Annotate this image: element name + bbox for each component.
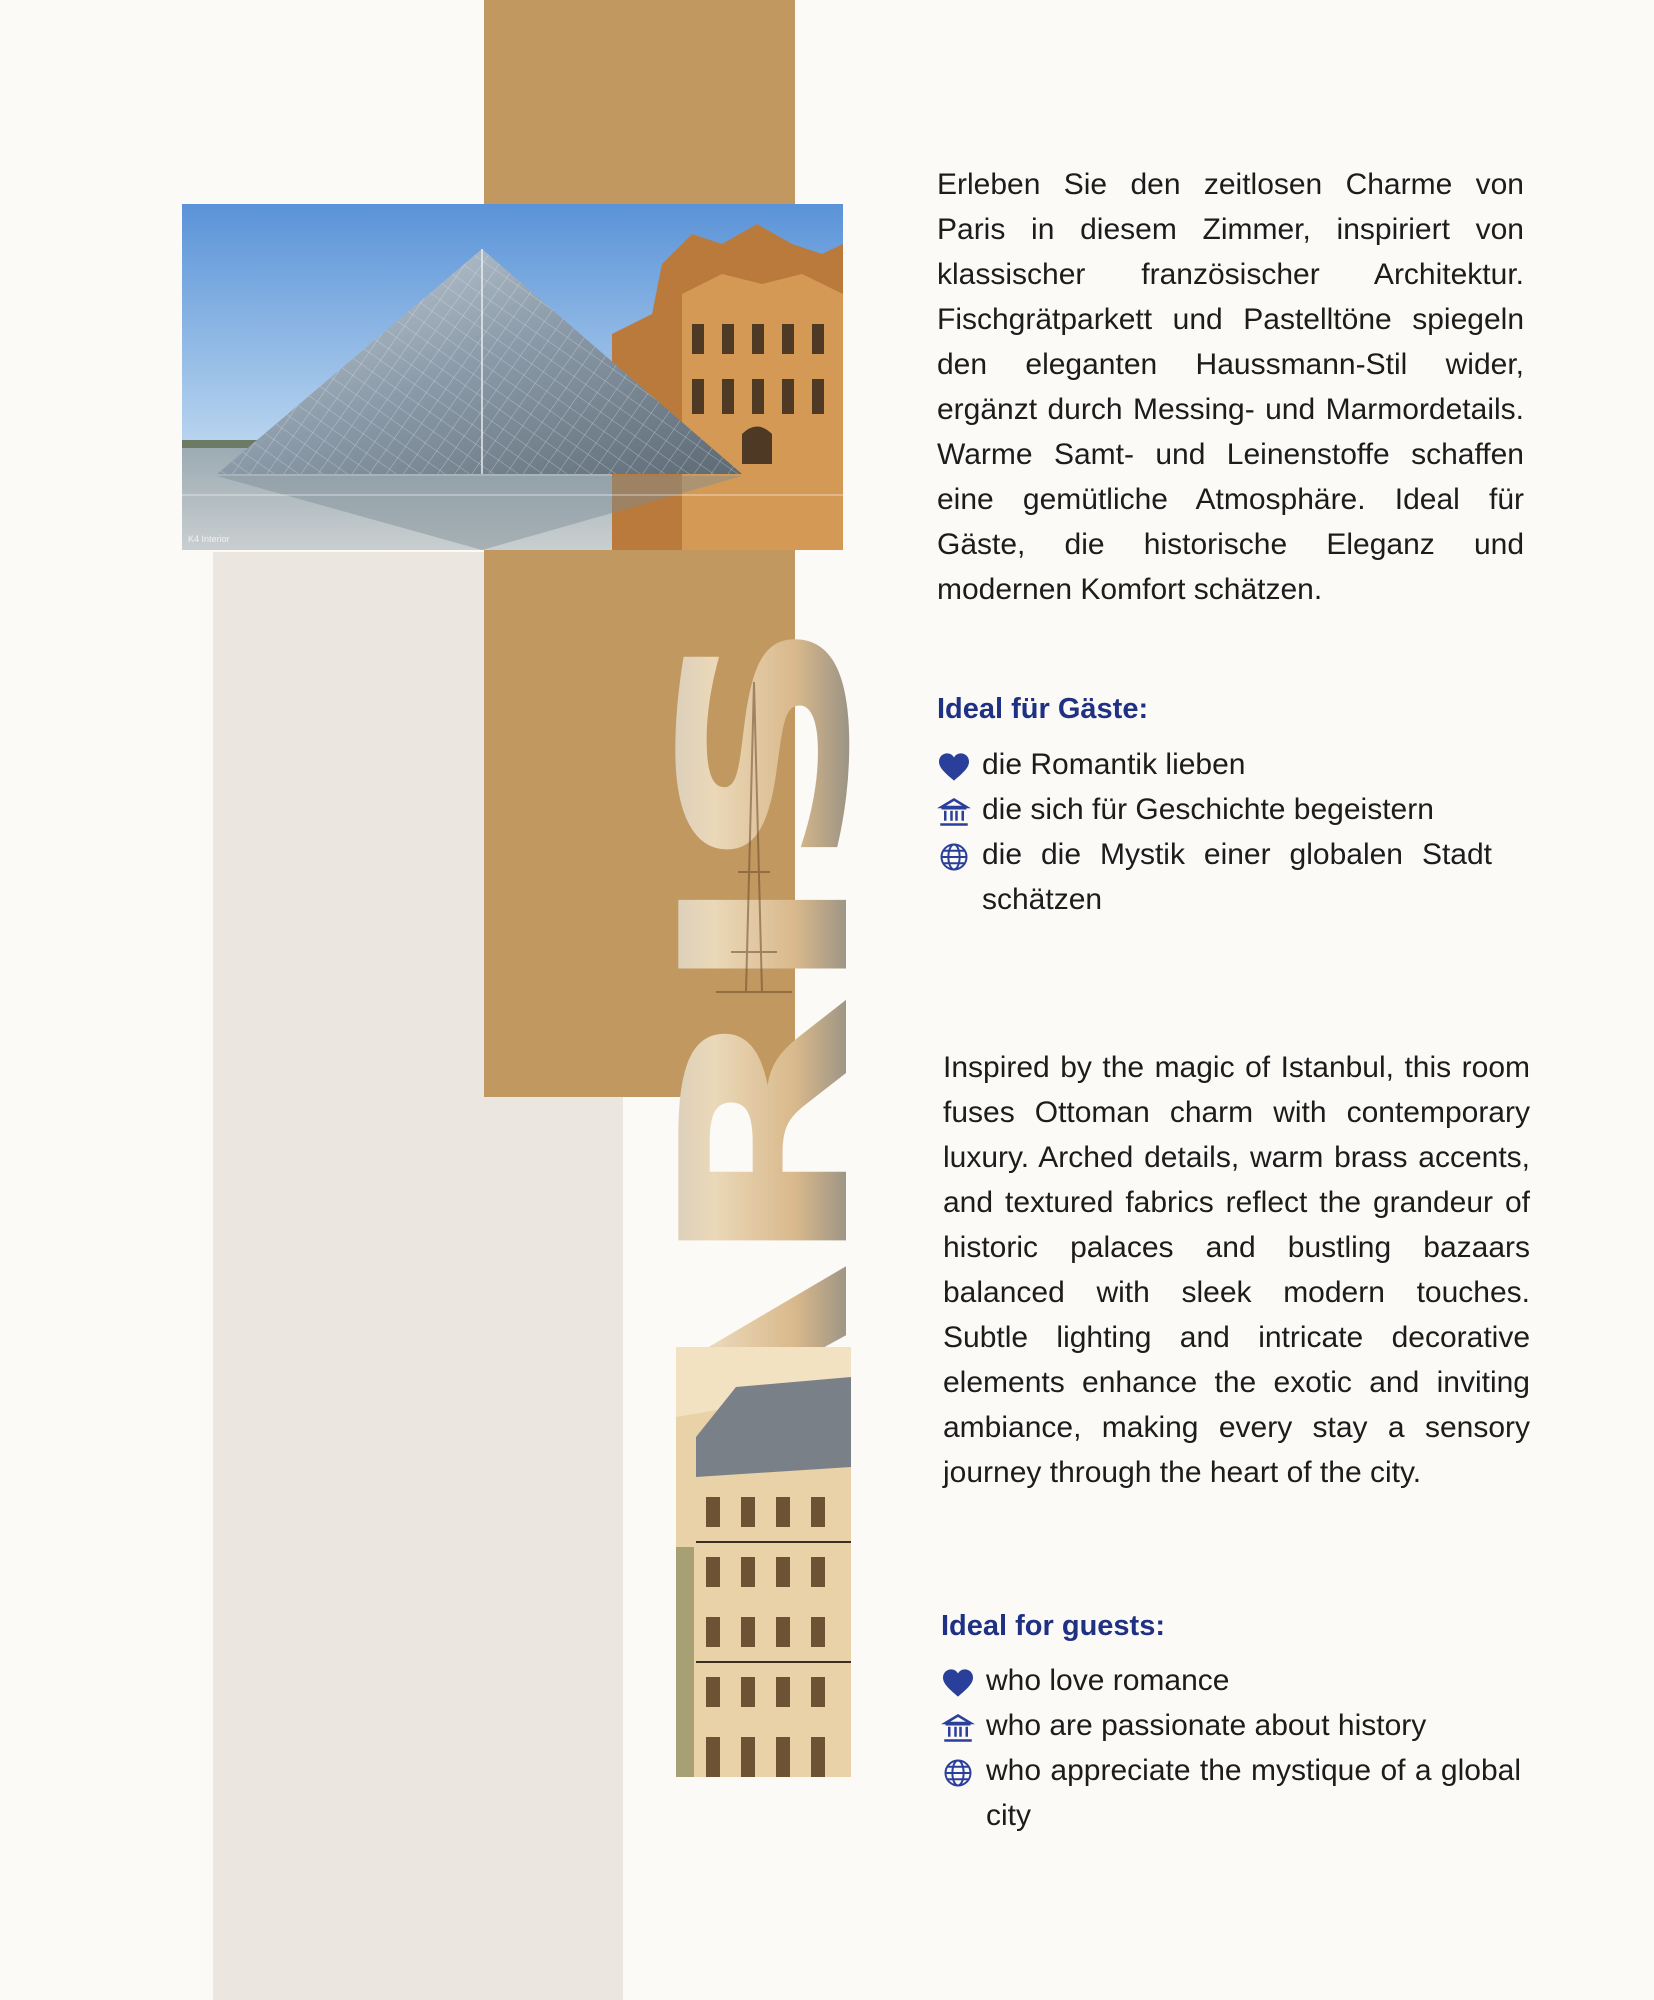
english-guest-list: [941, 1658, 1521, 1838]
english-description: Inspired by the magic of Istanbul, this room fuses Ottoman charm with contemporary luxury. Arched details, warm brass accents, and textured fabrics reflect the grandeur of historic palaces and bustling bazaars balanced with sleek modern touches. Subtle lighting and intricate decorative elements enhance the exotic and inviting ambiance, making every stay a sensory journey through the heart of the city.: [943, 1051, 1530, 1489]
german-guest-item: die sich für Geschichte begeistern: [982, 793, 1434, 826]
haussmann-building-photo: [676, 1347, 851, 1777]
museum-icon: [941, 1713, 975, 1743]
german-description: Erleben Sie den zeitlosen Charme von Paris in diesem Zimmer, inspiriert von klassischer französischer Architektur. Fischgrätparkett und Pastelltöne spiegeln den eleganten Haussmann-Stil wider, ergänzt durch Messing- und Marmordetails. Warme Samt- und Leinenstoffe schaffen eine gemütliche Atmosphäre. Ideal für Gäste, die historische Eleganz und modernen Komfort schätzen.: [937, 168, 1524, 606]
german-guest-list: [937, 742, 1492, 922]
english-guest-text: who appreciate the mystique of a global city: [986, 1754, 1521, 1832]
english-guest-item: [941, 1748, 1521, 1838]
globe-icon: [941, 1758, 975, 1788]
english-guest-item: [941, 1658, 1521, 1703]
english-guest-text: who are passionate about history: [986, 1709, 1427, 1742]
german-guest-item: die Romantik lieben: [982, 748, 1246, 781]
louvre-pyramid-photo: [182, 204, 843, 550]
photo-credit: K4 Interior: [188, 534, 230, 544]
english-guest-item: [941, 1703, 1521, 1748]
english-guest-text: who love romance: [986, 1664, 1230, 1697]
heart-icon: [941, 1668, 975, 1698]
german-ideal-heading: Ideal für Gäste:: [937, 693, 1149, 725]
german-guest-item: die die Mystik einer globalen Stadt schätzen: [982, 838, 1492, 916]
english-ideal-heading: Ideal for guests:: [941, 1610, 1165, 1642]
